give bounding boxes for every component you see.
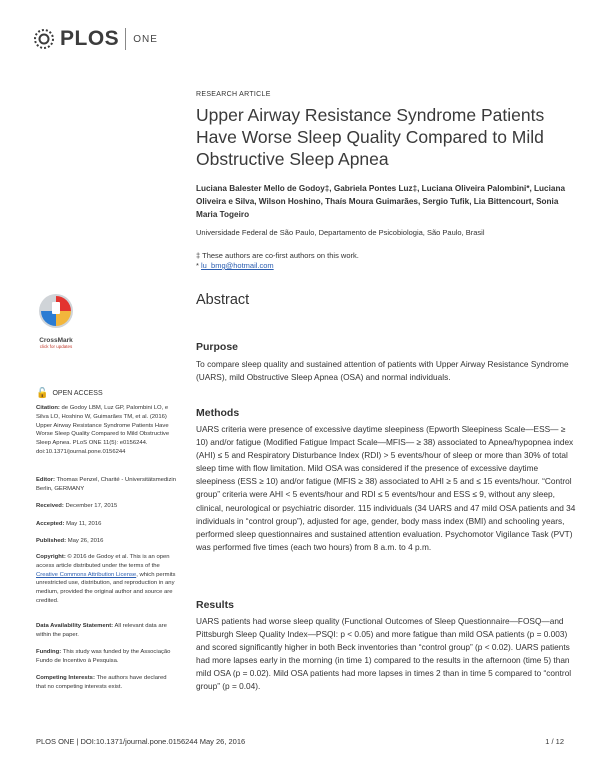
page-number: 1 / 12 bbox=[545, 737, 564, 746]
results-heading: Results bbox=[196, 599, 234, 611]
email-link[interactable]: lu_bmg@hotmail.com bbox=[201, 261, 274, 270]
competing-label: Competing Interests: bbox=[36, 675, 95, 681]
cofirst-note: ‡ These authors are co-first authors on this work. bbox=[196, 251, 359, 260]
author-list: Luciana Balester Mello de Godoy‡, Gabriela Pontes Luz‡, Luciana Oliveira Palombini*, Luciana Oliveira e Silva, Wilson Hoshino, Thaís Moura Guimarães, Sergio Tufik, Lia Bittencourt, Sonia Maria Togeiro bbox=[196, 184, 565, 219]
copyright-post: , which permits unrestricted use, distribution, and reproduction in any medium, provided the original author and source are credited. bbox=[36, 571, 176, 604]
accepted-text: May 11, 2016 bbox=[66, 521, 102, 527]
email-note: * lu_bmg@hotmail.com bbox=[196, 261, 274, 270]
citation-text: de Godoy LBM, Luz GP, Palombini LO, e Silva LO, Hoshino W, Guimarães TM, et al. (2016) Upper Airway Resistance Syndrome Patients Have Worse Sleep Quality Compared to Mild Obstructive Sleep Apnea. PLoS ONE 11(5): e0156244. doi:10.1371/journal.pone.0156244 bbox=[36, 405, 170, 455]
published-label: Published: bbox=[36, 538, 67, 544]
logo-journal: ONE bbox=[133, 33, 158, 45]
copyright-block bbox=[36, 553, 176, 606]
author-notes bbox=[196, 251, 359, 271]
published-block bbox=[36, 537, 176, 546]
copyright-pre: © 2016 de Godoy et al. This is an open access article distributed under the terms of the bbox=[36, 554, 170, 569]
data-availability-label: Data Availability Statement: bbox=[36, 623, 114, 629]
accepted-block bbox=[36, 520, 176, 529]
data-availability-block bbox=[36, 622, 176, 640]
purpose-heading: Purpose bbox=[196, 341, 239, 353]
methods-text: UARS criteria were presence of excessive daytime sleepiness (Epworth Sleepiness Scale—ESS— ≥ 10) and/or fatigue (Modified Fatigue Impact Scale—MFIS— ≥ 38) associated to Apnea/hypopnea index (AHI) ≤ 5 and Respiratory Disturbance Index (RDI) > 5 events/hour of sleep or more than 30% of total sleep time with flow limitation. Mild OSA was considered if the presence of excessive daytime sleepiness (ESS ≥ 10) and/or fatigue (MFIS ≥ 38) associated to AHI ≥ 5 and ≤ 15 events/hour. “Control group” criteria were AHI < 5 events/hour and RDI ≤ 5 events/hour and ESS ≤ 9, without any sleep, clinical, neurological or psychiatric disorder. 115 individuals (34 UARS and 47 mild OSA patients and 34 individuals in “control group”), adjusted for age, gender, body mass index (BMI) and schooling years, performed sleep questionnaires and sustained attention evaluation. Psychomotor Vigilance Task (PVT) was performed five times (each two hours) from 8 a.m. to 4 p.m. bbox=[196, 424, 576, 552]
received-block bbox=[36, 502, 176, 511]
copyright-label: Copyright: bbox=[36, 554, 66, 560]
published-text: May 26, 2016 bbox=[67, 538, 104, 544]
received-text: December 17, 2015 bbox=[65, 503, 118, 509]
open-access-badge bbox=[36, 388, 103, 399]
affiliation: Universidade Federal de São Paulo, Departamento de Psicobiologia, São Paulo, Brasil bbox=[196, 228, 485, 237]
plos-logo-icon bbox=[32, 27, 56, 51]
purpose-text: To compare sleep quality and sustained attention of patients with Upper Airway Resistance Syndrome (UARS), mild Obstructive Sleep Apnea (OSA) and normal individuals. bbox=[196, 359, 569, 383]
editor-label: Editor: bbox=[36, 477, 55, 483]
crossmark-label: CrossMark bbox=[39, 337, 73, 344]
license-link[interactable]: Creative Commons Attribution License bbox=[36, 571, 137, 578]
results-text: UARS patients had worse sleep quality (Functional Outcomes of Sleep Questionnaire—FOSQ—and Pittsburgh Sleep Quality Index—PSQI: p < 0.05) and more fatigue than mild OSA patients (p = 0.003) and scored significantly higher in both Beck inventories than “control group” (p < 0.02). UARS patients had more lapses early in the morning (in time 1) compared to the results in the afternoon (time 5) than mild OSA (p = 0.02). Mild OSA patients had more lapses in times 2 than in time 5 compared to “control group” (p = 0.04). bbox=[196, 616, 572, 692]
citation-block bbox=[36, 404, 176, 457]
citation-label: Citation: bbox=[36, 405, 60, 411]
funding-block bbox=[36, 648, 176, 666]
competing-block bbox=[36, 674, 176, 692]
editor-text: Thomas Penzel, Charité - Universitätsmedizin Berlin, GERMANY bbox=[36, 477, 177, 492]
crossmark-sub: click for updates bbox=[39, 344, 73, 349]
funding-label: Funding: bbox=[36, 649, 62, 655]
footer-citation: PLOS ONE | DOI:10.1371/journal.pone.0156244 May 26, 2016 bbox=[36, 737, 246, 746]
editor-block bbox=[36, 476, 176, 494]
crossmark-badge[interactable] bbox=[36, 292, 76, 349]
article-type: RESEARCH ARTICLE bbox=[196, 91, 271, 98]
open-lock-icon: 🔓 bbox=[36, 388, 49, 399]
data-availability-text: All relevant data are within the paper. bbox=[36, 623, 167, 638]
accepted-label: Accepted: bbox=[36, 521, 65, 527]
methods-heading: Methods bbox=[196, 407, 240, 419]
open-access-label: OPEN ACCESS bbox=[52, 390, 103, 397]
received-label: Received: bbox=[36, 503, 64, 509]
abstract-heading: Abstract bbox=[196, 292, 250, 308]
logo-name: PLOS bbox=[60, 27, 120, 50]
competing-text: The authors have declared that no competing interests exist. bbox=[36, 675, 167, 690]
crossmark-icon bbox=[36, 292, 76, 330]
funding-text: This study was funded by the Associação Fundo de Incentivo à Pesquisa. bbox=[36, 649, 171, 664]
journal-logo bbox=[32, 24, 158, 54]
logo-divider bbox=[125, 28, 126, 50]
article-title: Upper Airway Resistance Syndrome Patients Have Worse Sleep Quality Compared to Mild Obstructive Sleep Apnea bbox=[196, 105, 545, 169]
